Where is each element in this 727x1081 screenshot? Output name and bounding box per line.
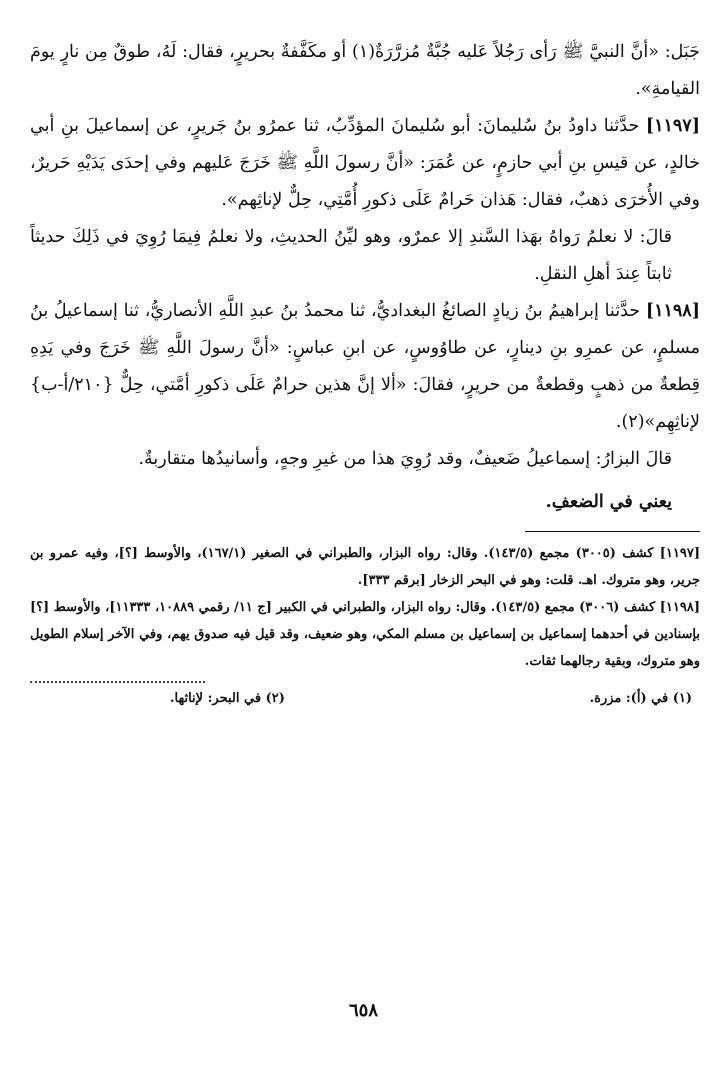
note-1197: [١١٩٧] كشف (٣٠٠٥) مجمع (١٤٣/٥). وقال: رواه البزار، والطبراني في الصغير (١٦٧/١)، والأوسط [؟]، وفيه عمرو بن جرير، وهو متروك. اهـ. قلت: وهو في البحر الزخار [برقم ٣٣٣]. [30, 546, 700, 588]
paragraph-commentary-2: قالَ البزارُ: إسماعيلُ ضَعيفٌ، وقد رُوِيَ هذا من غيرِ وجهٍ، وأسانيدُها متقاربةٌ. [138, 449, 672, 469]
note-1198: [١١٩٨] كشف (٣٠٠٦) مجمع (١٤٣/٥). وقال: رواه البزار، والطبراني في الكبير [ج ١١/ رقمي ١٠٨٨٩، ١١٣٣٣]، والأوسط [؟] بإسنادين في أحدهما إسماعيل بن إسماعيل بن مسلم المكي، وهو ضعيف، وقد قيل فيه صدوق يهم، وفي الآخر إسلام الطويل وهو متروك، وبقية رجالهما ثقات. [30, 600, 700, 669]
notes-divider [525, 531, 700, 532]
hadith-1198 [30, 293, 700, 441]
page-content [30, 34, 700, 711]
hadith-1197 [30, 108, 700, 219]
main-text [30, 34, 700, 521]
hadith-number: [١١٩٧] [645, 116, 700, 136]
hadith-text: حدَّثنا إبراهيمُ بنُ زيادٍ الصائغُ البغداديُّ، ثنا محمدُ بنُ عبدِ اللَّهِ الأنصاريُّ، ثنا إسماعيلُ بنُ مسلمٍ، عن عمرِو بنِ دينارٍ، عن طاوُوسٍ، عن ابنِ عباسٍ: «أنَّ رسولَ اللَّهِ ﷺ خَرَجَ وفي يَدِهِ قِطعةٌ من ذهبٍ وقطعةٌ من حريرٍ، فقالَ: «ألا إنَّ هذين حرامٌ عَلَى ذكورِ أمَّتي، حِلٌّ {٢١٠/أ-ب} لإناثِهِم»(٢). [30, 301, 700, 432]
footnotes-divider [30, 681, 205, 683]
paragraph-commentary-1: قالَ: لا نعلمُ رَواهُ بهَذا السَّندِ إلا عمرٌو، وهو ليِّنُ الحديثِ، ولا نعلمُ فِيمَا رُوِيَ في ذَلِكَ حديثاً ثابتاً عِندَ أهلِ النقلِ. [30, 227, 672, 284]
page-number: ٦٥٨ [348, 1000, 378, 1021]
hadith-number: [١١٩٨] [645, 301, 700, 321]
footnote-1: (١) في (أ): مزرة. [589, 691, 692, 706]
notes-block [30, 540, 700, 675]
paragraph-1: جَبَل: «أنَّ النبيَّ ﷺ رَأى رَجُلاً عَليه جُبَّةٌ مُزرَّرَةٌ(١) أو مكَفَّفةٌ بحريرٍ، فقال: لَهُ، طوقٌ مِن نارٍ يومَ القيامةِ». [30, 42, 700, 99]
paragraph-closing: يعني في الضعفِ. [545, 492, 672, 512]
hadith-text: حدَّثنا داودُ بنُ سُليمانَ: أبو سُليمانَ المؤدِّبُ، ثنا عمرُو بنُ جَريرٍ، عن إسماعيلَ بنِ أبي خالدٍ، عن قيسِ بنِ أبي حازمٍ، عن عُمَرَ: «أنَّ رسولَ اللَّهِ ﷺ خَرَجَ عَليهم وفي إحدَى يَدَيْهِ حَريرٌ، وفي الأُخرَى ذهبٌ، فقال: هَذان حَرامٌ عَلَى ذكورِ أُمَّتِي، حِلٌّ لإناثِهم». [30, 116, 700, 210]
footnotes-row [30, 687, 700, 711]
footnote-2: (٢) في البحر: لإناثها. [170, 691, 285, 706]
